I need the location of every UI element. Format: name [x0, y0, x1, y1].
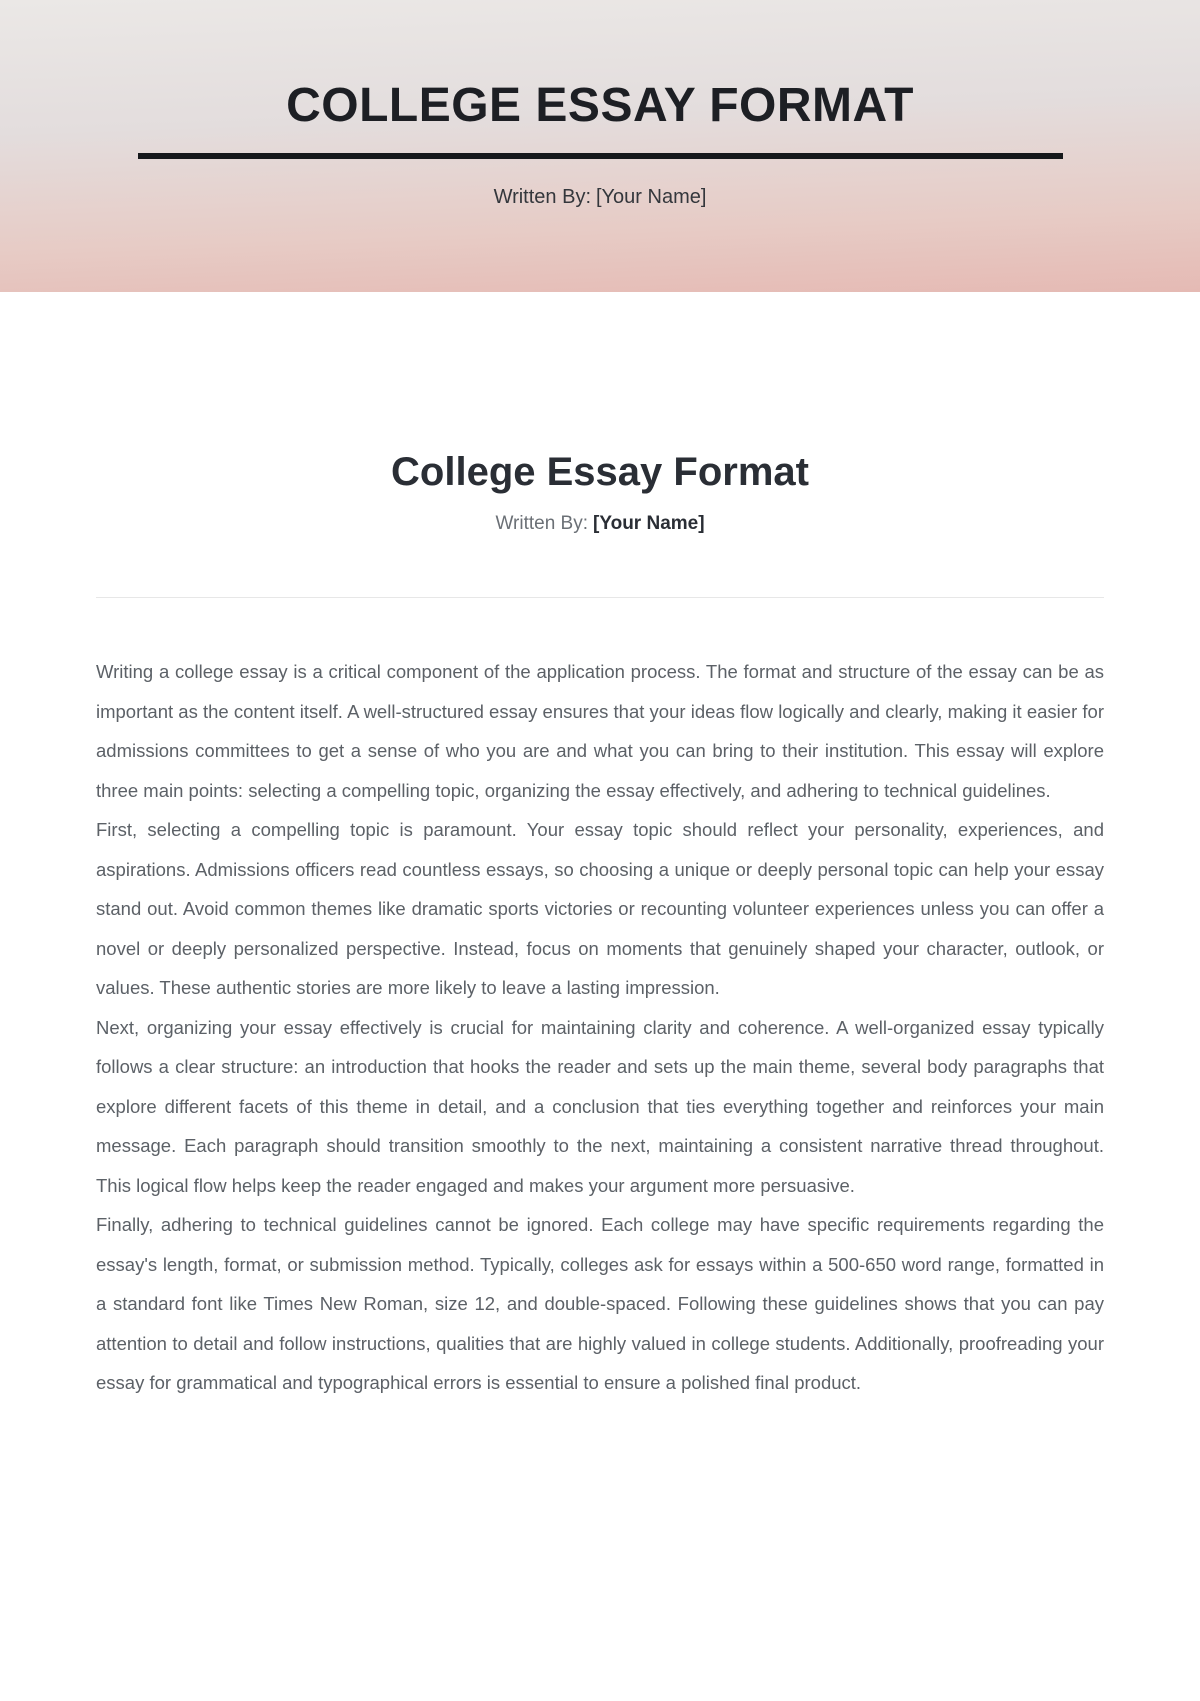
document-byline-label: Written By:	[495, 513, 588, 534]
cover-byline-label: Written By:	[493, 186, 591, 208]
cover-byline	[0, 186, 1200, 209]
essay-paragraph-intro: Writing a college essay is a critical component of the application process. The format and structure of the essay can be as important as the content itself. A well-structured essay ensures that your ideas flow logically and clearly, making it easier for admissions committees to get a sense of who you are and what you can bring to their institution. This essay will explore three main points: selecting a compelling topic, organizing the essay effectively, and adhering to technical guidelines.	[96, 661, 1104, 801]
cover-byline-name: [Your Name]	[596, 186, 707, 208]
document-byline-name: [Your Name]	[593, 513, 705, 534]
document-page	[96, 447, 1104, 1403]
essay-paragraph-organization: Next, organizing your essay effectively is crucial for maintaining clarity and coherence. A well-organized essay typically follows a clear structure: an introduction that hooks the reader and sets up the main theme, several body paragraphs that explore different facets of this theme in detail, and a conclusion that ties everything together and reinforces your main message. Each paragraph should transition smoothly to the next, maintaining a consistent narrative thread throughout. This logical flow helps keep the reader engaged and makes your argument more persuasive.	[96, 1016, 1104, 1196]
cover-title: COLLEGE ESSAY FORMAT	[286, 79, 914, 132]
document-title: College Essay Format	[391, 450, 809, 494]
essay-paragraph-topic: First, selecting a compelling topic is paramount. Your essay topic should reflect your personality, experiences, and aspirations. Admissions officers read countless essays, so choosing a unique or deeply personal topic can help your essay stand out. Avoid common themes like dramatic sports victories or recounting volunteer experiences unless you can offer a novel or deeply personalized perspective. Instead, focus on moments that genuinely shaped your character, outlook, or values. These authentic stories are more likely to leave a lasting impression.	[96, 819, 1104, 998]
document-byline	[96, 513, 1104, 535]
section-divider	[96, 597, 1104, 598]
title-rule	[138, 153, 1063, 159]
essay-body	[96, 652, 1104, 1403]
cover-header	[0, 0, 1200, 292]
essay-paragraph-guidelines: Finally, adhering to technical guidelines cannot be ignored. Each college may have specific requirements regarding the essay's length, format, or submission method. Typically, colleges ask for essays within a 500-650 word range, formatted in a standard font like Times New Roman, size 12, and double-spaced. Following these guidelines shows that you can pay attention to detail and follow instructions, qualities that are highly valued in college students. Additionally, proofreading your essay for grammatical and typographical errors is essential to ensure a polished final product.	[96, 1214, 1104, 1393]
